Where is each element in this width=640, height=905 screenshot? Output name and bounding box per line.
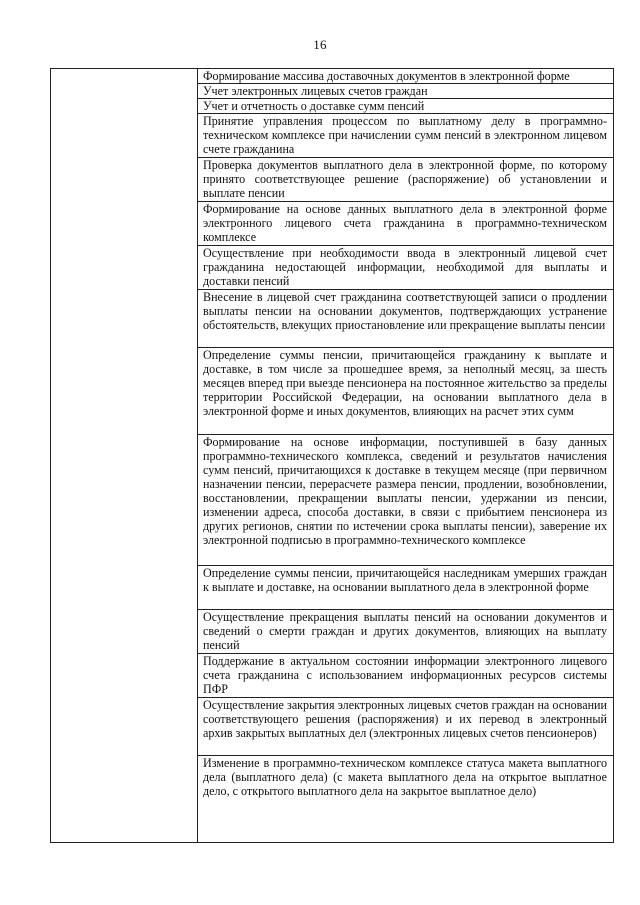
table-row (198, 654, 613, 698)
table-cell-text: Определение суммы пенсии, причитающейся наследникам умерших граждан к выплате и доставке, на основании выплатного дела в электронной форме (203, 566, 607, 594)
table-row (198, 435, 613, 566)
table-cell-text: Учет и отчетность о доставке сумм пенсий (203, 99, 425, 113)
table-row (198, 756, 613, 814)
table-row (198, 290, 613, 348)
table-left-column (51, 69, 198, 842)
table-cell-text: Проверка документов выплатного дела в электронной форме, по которому принято соответствующее решение (распоряжение) об установлении и выплате пенсии (203, 158, 607, 200)
table-row (198, 698, 613, 756)
table-row (198, 610, 613, 654)
table-cell-text: Учет электронных лицевых счетов граждан (203, 84, 428, 98)
table-cell-text: Принятие управления процессом по выплатному делу в программно-техническом комплексе при начислении сумм пенсий в электронном лицевом счете гражданина (203, 114, 607, 156)
functions-table (50, 68, 614, 843)
table-cell-text: Осуществление прекращения выплаты пенсий на основании документов и сведений о смерти граждан и других документов, влияющих на выплату пенсий (203, 610, 607, 652)
table-cell-text: Определение суммы пенсии, причитающейся гражданину к выплате и доставке, в том числе за прошедшее время, за неполный месяц, за шесть месяцев вперед при выезде пенсионера на постоянное жительство за пределы территории Российской Федерации, на основании выплатного дела в электронной форме и иных документов, влияющих на расчет этих сумм (203, 348, 607, 418)
page-number: 16 (313, 37, 327, 52)
table-row (198, 69, 613, 84)
table-cell-text: Поддержание в актуальном состоянии информации электронного лицевого счета гражданина с использованием информационных ресурсов системы ПФР (203, 654, 607, 696)
table-row (198, 348, 613, 435)
table-cell-text: Формирование массива доставочных документов в электронной форме (203, 69, 570, 83)
table-cell-text: Изменение в программно-техническом комплексе статуса макета выплатного дела (выплатного дела) (с макета выплатного дела на открытое выплатное дело, с открытого выплатного дела на закрытое выплатное дело) (203, 756, 607, 798)
table-cell-text: Осуществление закрытия электронных лицевых счетов граждан на основании соответствующего решения (распоряжения) и их перевод в электронный архив закрытых выплатных дел (электронных лицевых счетов пенсионеров) (203, 698, 607, 740)
table-cell-text: Формирование на основе информации, поступившей в базу данных программно-технического комплекса, сведений и результатов начисления сумм пенсий, причитающихся к доставке в текущем месяце (при первичном назначении пенсии, перерасчете размера пенсии, продлении, возобновлении, восстановлении, прекращении выплаты пенсии, удержании из пенсии, изменении адреса, способа доставки, в связи с прибытием пенсионера из других регионов, снятии по истечении срока выплаты пенсии), заверение их электронной подписью в программно-технического комплексе (203, 435, 607, 547)
table-cell-text: Осуществление при необходимости ввода в электронный лицевой счет гражданина недостающей информации, необходимой для выплаты и доставки пенсий (203, 246, 607, 288)
table-right-column (198, 69, 613, 842)
table-row (198, 84, 613, 99)
table-cell-text: Формирование на основе данных выплатного дела в электронной форме электронного лицевого счета гражданина в программно-техническом комплексе (203, 202, 607, 244)
table-row (198, 566, 613, 610)
table-cell-text: Внесение в лицевой счет гражданина соответствующей записи о продлении выплаты пенсии на основании документов, подтверждающих устранение обстоятельств, влекущих приостановление или прекращение выплаты пенсии (203, 290, 607, 332)
table-row (198, 99, 613, 114)
table-row (198, 158, 613, 202)
table-row (198, 114, 613, 158)
table-row (198, 246, 613, 290)
table-row (198, 202, 613, 246)
